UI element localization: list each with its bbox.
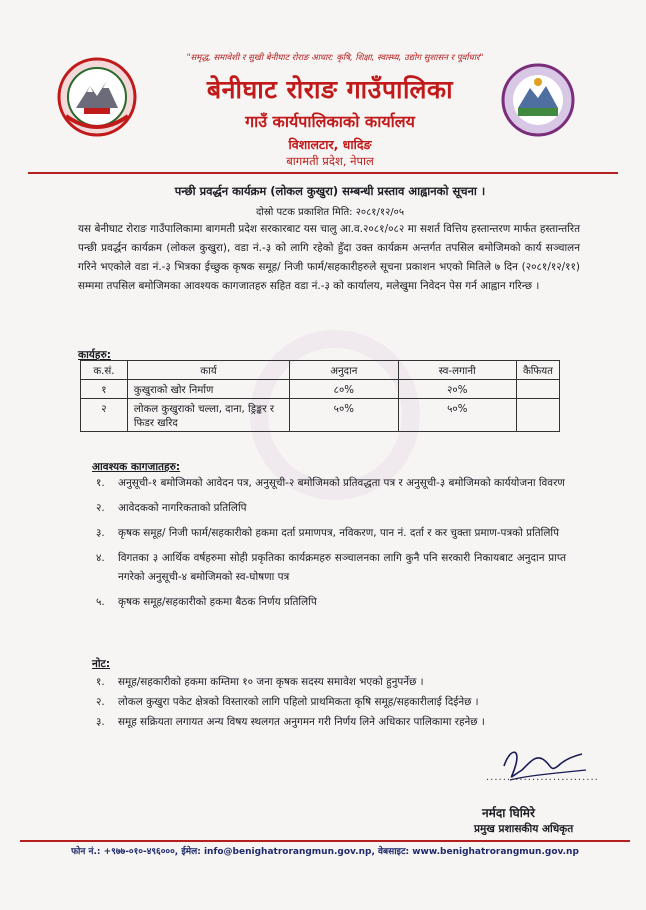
signature-line: ...........................: [486, 772, 599, 783]
table-row: [81, 399, 560, 432]
list-item: १. अनुसूची-१ बमोजिमको आवेदन पत्र, अनुसूची-२ बमोजिमको प्रतिवद्धता पत्र र अनुसूची-३ बमोजिमको कार्ययोजना विवरण: [96, 477, 565, 489]
col-grant: अनुदान: [290, 361, 398, 380]
notes-list: [96, 672, 576, 732]
notice-title: पन्छी प्रवर्द्धन कार्यक्रम (लोकल कुखुरा) सम्बन्धी प्रस्ताव आह्वानको सूचना ।: [174, 184, 486, 198]
cell-self: ५०%: [398, 399, 516, 432]
cell-remarks: [516, 380, 559, 399]
cell-grant: ८०%: [290, 380, 398, 399]
documents-list: [96, 474, 566, 618]
cell-work: लोकल कुखुराको चल्ला, दाना, ड्रिङ्कर र फिडर खरिद: [127, 399, 289, 432]
list-item: २. आवेदकको नागरिकताको प्रतिलिपि: [96, 502, 247, 514]
address-line-1: विशालटार, धादिङ: [288, 137, 372, 152]
cell-self: २०%: [398, 380, 516, 399]
table-header-row: [81, 361, 560, 380]
col-self: स्व-लगानी: [398, 361, 516, 380]
list-item: ३. कृषक समूह/ निजी फार्म/सहकारीको हकमा दर्ता प्रमाणपत्र, नविकरण, पान नं. दर्ता र कर चुक्ता प्रमाण-पत्रको प्रतिलिपि: [96, 527, 560, 539]
signatory-title: प्रमुख प्रशासकीय अधिकृत: [474, 823, 574, 835]
handwritten-signature: [486, 736, 596, 796]
notes-heading: नोट:: [92, 658, 111, 670]
cell-sn: २: [81, 399, 128, 432]
office-name: गाउँ कार्यपालिकाको कार्यालय: [245, 112, 415, 131]
cell-sn: १: [81, 380, 128, 399]
works-table: [80, 360, 560, 432]
footer-divider: [20, 840, 630, 842]
municipality-name: बेनीघाट रोराङ गाउँपालिका: [206, 75, 454, 104]
notice-body: यस बेनीघाट रोराङ गाउँपालिकामा बागमती प्रदेश सरकारबाट यस चालु आ.व.२०८१/०८२ मा सशर्त वित्तिय हस्तान्तरण मार्फत हस्तान्तरित पन्छी प्रवर्द्धन कार्यक्रम (लोकल कुखुरा), वडा नं.-३ को लागि रहेको हुँदा उक्त कार्यक्रम अन्तर्गत तपसिल बमोजिमको कार्य सञ्चालन गरिने भएकोले वडा नं.-३ भित्रका ईच्छुक कृषक समूह/ निजी फार्म/सहकारीहरुले सूचना प्रकाशन भएको मितिले ७ दिन (२०८१/१२/११) सम्ममा तपसिल बमोजिमका आवश्यक कागजातहरु सहित वडा नं.-३ को कार्यालय, मलेखुमा निवेदन पेस गर्न आह्वान गरिन्छ ।: [78, 223, 580, 292]
list-item: ४. विगतका ३ आर्थिक वर्षहरुमा सोही प्रकृतिका कार्यक्रमहरु सञ्चालनका लागि कुनै पनि सरकारी निकायबाट अनुदान प्राप्त नगरेको अनुसूची-४ बमोजिमको स्व-घोषणा पत्र: [96, 552, 566, 583]
list-item: ५. कृषक समूह/सहकारीको हकमा बैठक निर्णय प्रतिलिपि: [96, 596, 317, 608]
documents-heading: आवश्यक कागजातहरु:: [92, 461, 181, 473]
col-work: कार्य: [127, 361, 289, 380]
works-heading: कार्यहरु:: [78, 349, 111, 361]
list-item: १. समूह/सहकारीको हकमा कम्तिमा १० जना कृषक सदस्य समावेश भएको हुनुपर्नेछ ।: [96, 676, 424, 688]
cell-grant: ५०%: [290, 399, 398, 432]
motto: "समृद्ध, समावेशी र सुखी बेनीघाट रोराङ आधार: कृषि, शिक्षा, स्वास्थ्य, उद्योग सुशासन र पूर्वाधार": [186, 53, 484, 63]
table-row: [81, 380, 560, 399]
address-line-2: बागमती प्रदेश, नेपाल: [286, 154, 374, 168]
col-sn: क.सं.: [81, 361, 128, 380]
col-remarks: कैफियत: [516, 361, 559, 380]
list-item: २. लोकल कुखुरा पकेट क्षेत्रको विस्तारको लागि पहिलो प्राथमिकता कृषि समूह/सहकारीलाई दिईनेछ ।: [96, 696, 479, 708]
signatory-name: नर्मदा घिमिरे: [482, 806, 535, 820]
list-item: ३. समूह सक्रियता लगायत अन्य विषय स्थलगत अनुगमन गरी निर्णय लिने अधिकार पालिकामा रहनेछ ।: [96, 716, 485, 728]
cell-remarks: [516, 399, 559, 432]
cell-work: कुखुराको खोर निर्माण: [127, 380, 289, 399]
republish-date: दोस्रो पटक प्रकाशित मिति: २०८१/१२/०५: [255, 207, 405, 218]
header-divider: [28, 172, 618, 174]
footer-contact: फोन नं.: +९७७-०१०-४९६०००, ईमेल: info@benighatrorangmun.gov.np, वेबसाइट: www.benighatrorangmun.gov.np: [71, 847, 579, 857]
